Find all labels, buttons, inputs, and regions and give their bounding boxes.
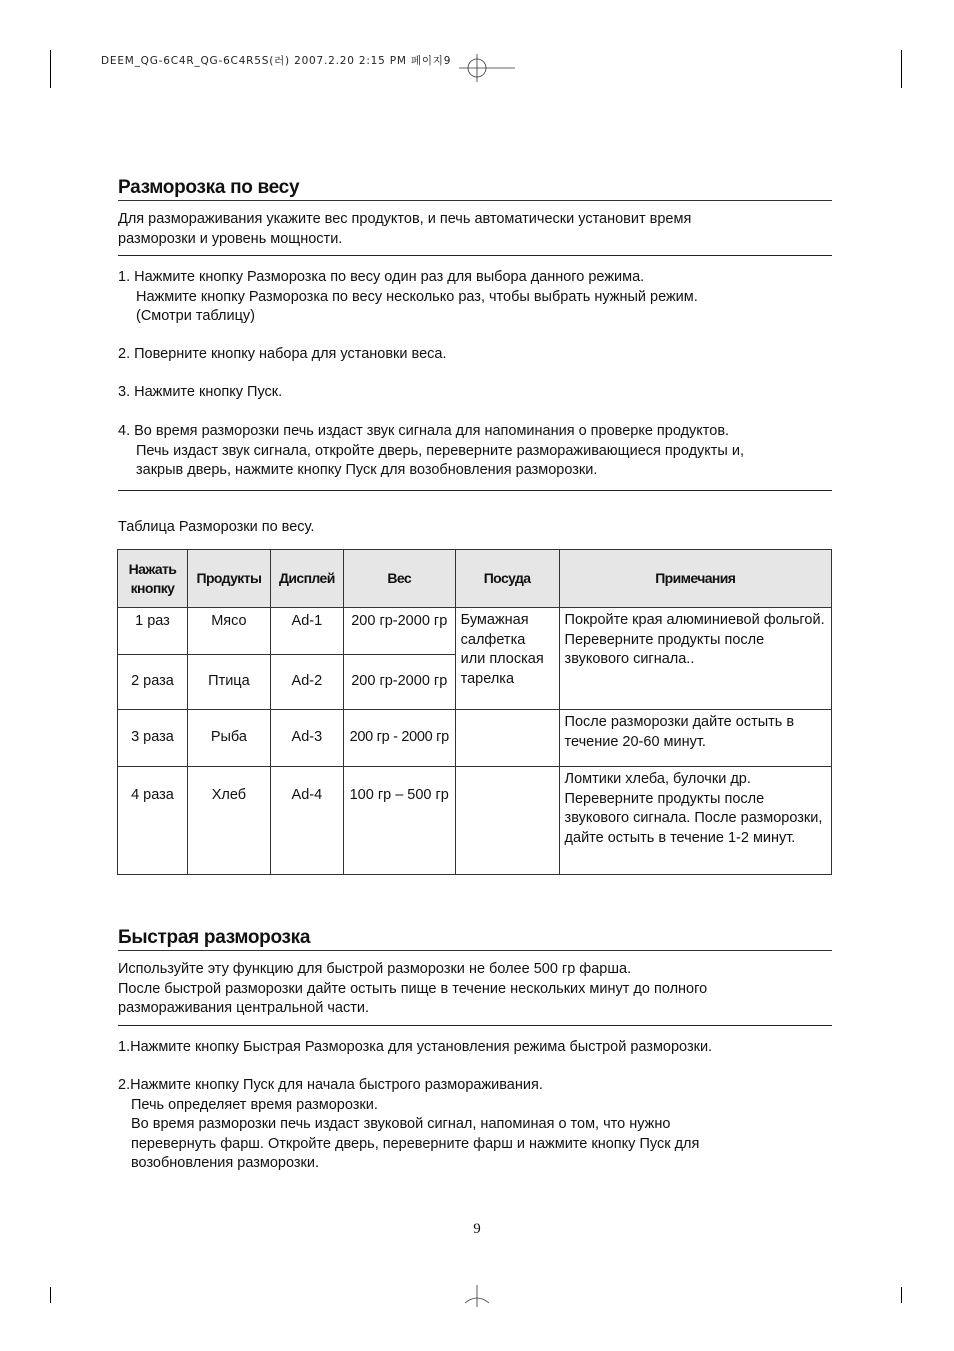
crop-mark-top-right — [901, 50, 902, 88]
note-cell: Покройте края алюминиевой фольгой. Переверните продукты после звукового сигнала.. — [559, 608, 831, 710]
crop-mark-bottom-right — [901, 1287, 902, 1303]
print-header: DEEM_QG-6C4R_QG-6C4R5S(러) 2007.2.20 2:15 PM 페이지9 — [101, 55, 452, 67]
dish-cell — [455, 767, 559, 875]
step-2: 2. Поверните кнопку набора для установки веса. — [118, 346, 447, 362]
table-header-row — [118, 550, 832, 608]
page-number: 9 — [473, 1221, 481, 1237]
step-1: 1. Нажмите кнопку Разморозка по весу один раз для выбора данного режима. Нажмите кнопку Разморозка по весу несколько раз, чтобы выбрать нужный режим. (Смотри таблицу) — [118, 269, 698, 324]
dish-cell — [455, 710, 559, 767]
note-cell: После разморозки дайте остыть в течение 20-60 минут. — [559, 710, 831, 767]
header-dish: Посуда — [455, 550, 559, 608]
table-caption: Таблица Разморозки по весу. — [118, 519, 315, 535]
crop-mark-bottom-left — [50, 1287, 51, 1303]
step-4: 4. Во время разморозки печь издаст звук сигнала для напоминания о проверке продуктов. Печь издаст звук сигнала, откройте дверь, переверните размораживающиеся продукты и, закрыв дверь, нажмите кнопку Пуск для возобновления разморозки. — [118, 423, 745, 478]
table-row: 2 раза Птица Ad-2 200 гр-2000 гр — [118, 655, 832, 710]
registration-mark-icon — [455, 52, 517, 84]
quick-step-1: 1.Нажмите кнопку Быстрая Разморозка для установления режима быстрой разморозки. — [118, 1039, 713, 1055]
divider — [118, 490, 832, 491]
section-title-weight-defrost: Разморозка по весу — [118, 177, 832, 201]
weight-defrost-intro: Для размораживания укажите вес продуктов, и печь автоматически установит время разморозки и уровень мощности. — [118, 211, 692, 247]
divider — [118, 255, 832, 256]
quick-defrost-intro: Используйте эту функцию для быстрой разморозки не более 500 гр фарша. После быстрой разморозки дайте остыть пище в течение нескольких минут до полного размораживания центральной части. — [118, 961, 708, 1016]
registration-mark-bottom-icon — [462, 1285, 492, 1307]
table-row: 4 раза Хлеб Ad-4 100 гр – 500 гр Ломтики хлеба, булочки др. Переверните продукты после звукового сигнала. После разморозки, дайте остыть в течение 1-2 минут. — [118, 767, 832, 875]
table-row: 1 раз Мясо Ad-1 200 гр-2000 гр Бумажная салфетка или плоская тарелка Покройте края алюминиевой фольгой. Переверните продукты после звукового сигнала.. — [118, 608, 832, 655]
header-products: Продукты — [187, 550, 270, 608]
dish-cell: Бумажная салфетка или плоская тарелка — [455, 608, 559, 710]
divider — [118, 1025, 832, 1026]
section-title-quick-defrost: Быстрая разморозка — [118, 927, 832, 951]
header-notes: Примечания — [559, 550, 831, 608]
header-display: Дисплей — [270, 550, 343, 608]
note-cell: Ломтики хлеба, булочки др. Переверните продукты после звукового сигнала. После разморозки, дайте остыть в течение 1-2 минут. — [559, 767, 831, 875]
crop-mark-top-left — [50, 50, 51, 88]
table-row: 3 раза Рыба Ad-3 200 гр - 2000 гр После разморозки дайте остыть в течение 20-60 минут. — [118, 710, 832, 767]
weight-defrost-table — [117, 549, 832, 875]
step-3: 3. Нажмите кнопку Пуск. — [118, 384, 283, 400]
header-weight: Вес — [343, 550, 455, 608]
quick-step-2: 2.Нажмите кнопку Пуск для начала быстрого размораживания. Печь определяет время разморозки. Во время разморозки печь издаст звуковой сигнал, напоминая о том, что нужно перевернуть фарш. Откройте дверь, переверните фарш и нажмите кнопку Пуск для возобновления разморозки. — [118, 1077, 700, 1171]
header-press: Нажать кнопку — [118, 550, 188, 608]
